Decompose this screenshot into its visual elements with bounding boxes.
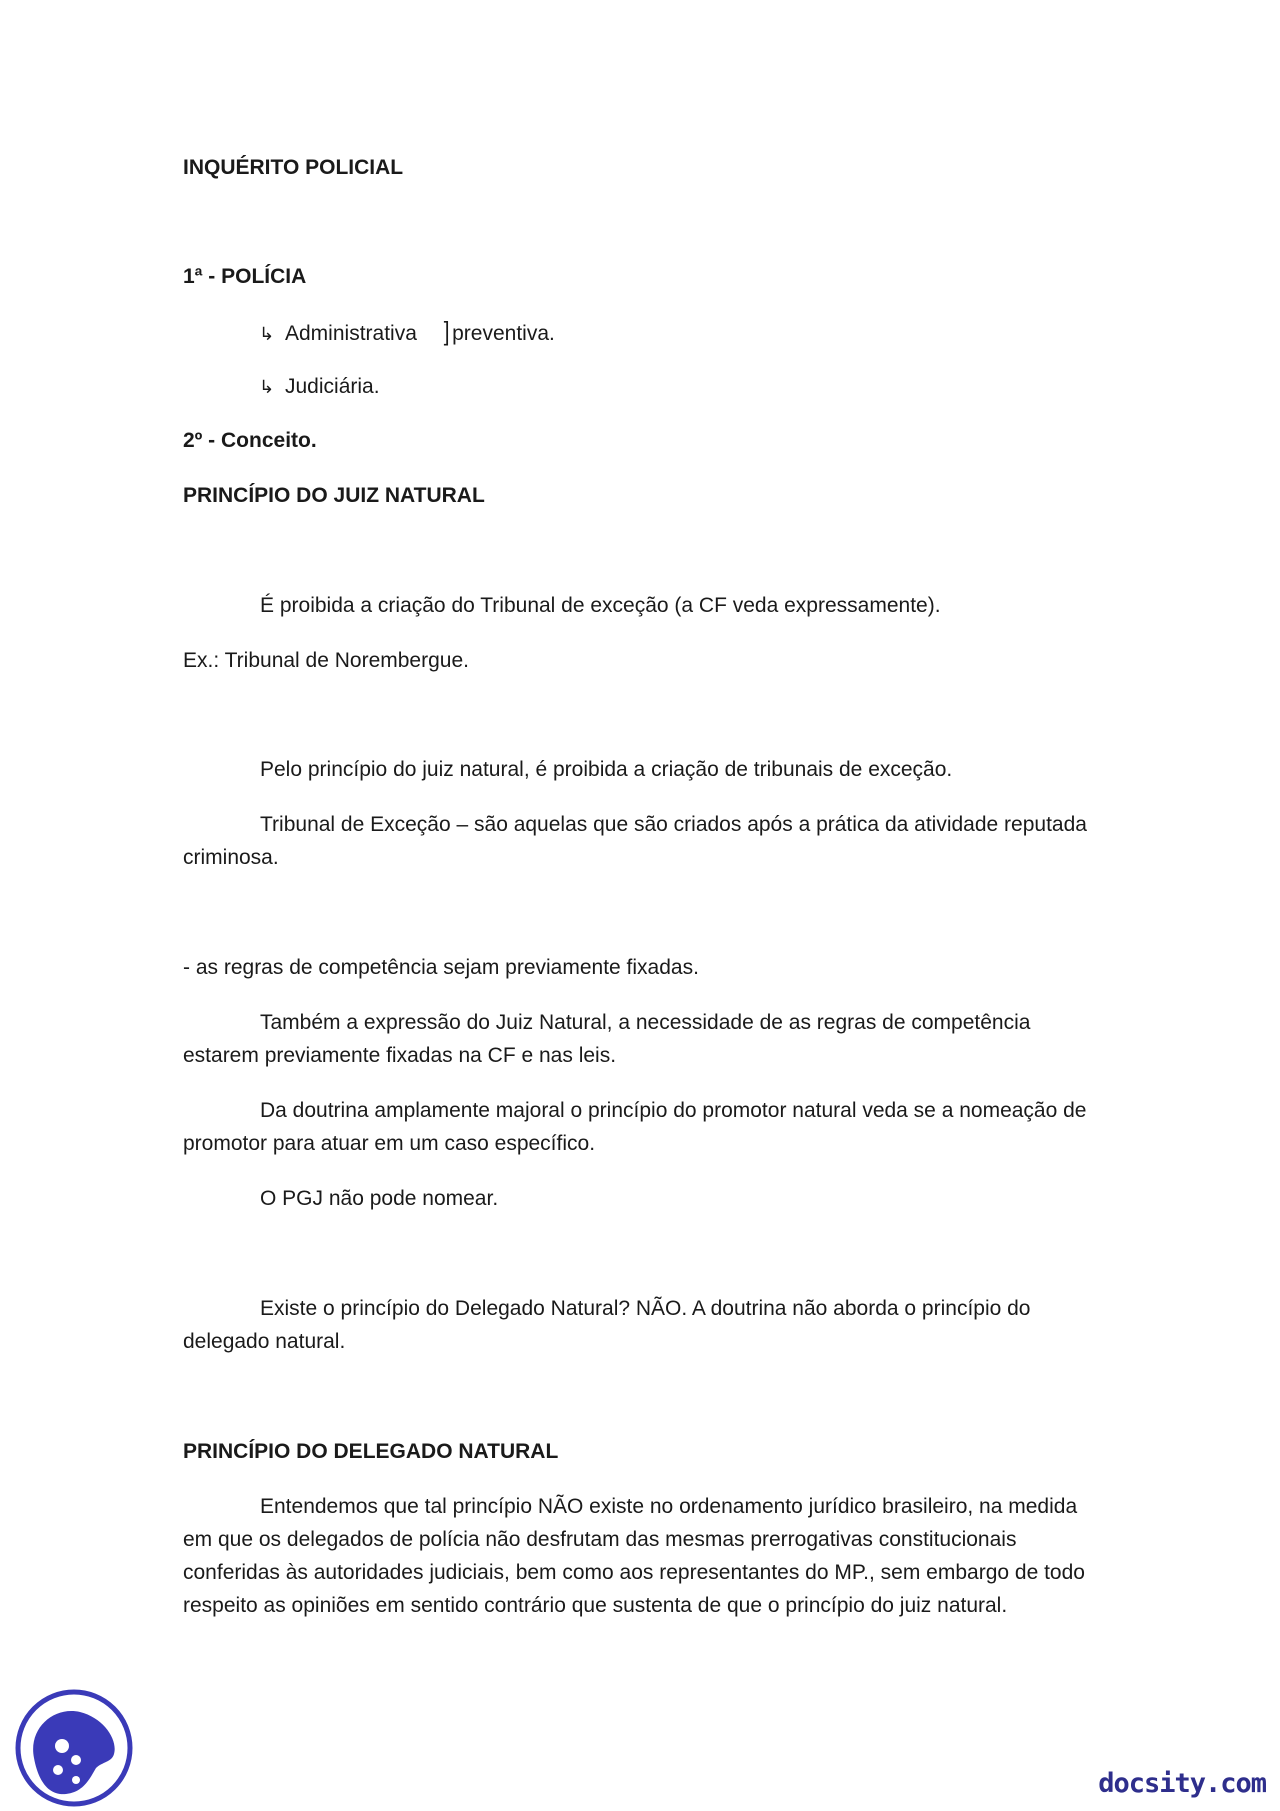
paragraph: Pelo princípio do juiz natural, é proibida a criação de tribunais de exceção. xyxy=(260,758,953,781)
arrow-bullet-icon: ↳ xyxy=(259,324,275,344)
principle-delegado-heading: PRINCÍPIO DO DELEGADO NATURAL xyxy=(183,1440,559,1463)
docsity-logo-icon[interactable] xyxy=(14,1688,134,1808)
arrow-bullet-icon: ↳ xyxy=(259,377,275,397)
bracket-icon: ] xyxy=(443,316,450,346)
bullet-administrativa xyxy=(259,315,555,351)
paragraph: É proibida a criação do Tribunal de exceção (a CF veda expressamente). xyxy=(260,594,941,617)
paragraph: Da doutrina amplamente majoral o princípio do promotor natural veda se a nomeação de promotor para atuar em um caso específico. xyxy=(183,1099,1087,1155)
docsity-brand-text[interactable]: docsity.com xyxy=(1098,1768,1266,1799)
section-2-heading: 2º - Conceito. xyxy=(183,429,317,452)
paragraph: Entendemos que tal princípio NÃO existe no ordenamento jurídico brasileiro, na medida em que os delegados de polícia não desfrutam das mesmas prerrogativas constitucionais conferidas às autoridades judiciais, bem como aos representantes do MP., sem embargo de todo respeito as opiniões em sentido contrário que sustenta de que o princípio do juiz natural. xyxy=(183,1495,1085,1617)
bullet-label: Judiciária. xyxy=(285,375,380,398)
paragraph: - as regras de competência sejam previamente fixadas. xyxy=(183,956,699,979)
section-1-heading: 1ª - POLÍCIA xyxy=(183,265,307,288)
bullet-judiciaria xyxy=(259,370,380,404)
paragraph: Também a expressão do Juiz Natural, a necessidade de as regras de competência estarem previamente fixadas na CF e nas leis. xyxy=(183,1011,1031,1067)
paragraph: O PGJ não pode nomear. xyxy=(260,1187,499,1210)
document-title: INQUÉRITO POLICIAL xyxy=(183,156,404,179)
paragraph: Tribunal de Exceção – são aquelas que são criados após a prática da atividade reputada criminosa. xyxy=(183,813,1087,869)
paragraph: Ex.: Tribunal de Norembergue. xyxy=(183,649,469,672)
bullet-note: preventiva. xyxy=(452,322,555,345)
principle-juiz-heading: PRINCÍPIO DO JUIZ NATURAL xyxy=(183,484,485,507)
paragraph: Existe o princípio do Delegado Natural? NÃO. A doutrina não aborda o princípio do delegado natural. xyxy=(183,1297,1031,1353)
bullet-label: Administrativa xyxy=(285,322,417,345)
